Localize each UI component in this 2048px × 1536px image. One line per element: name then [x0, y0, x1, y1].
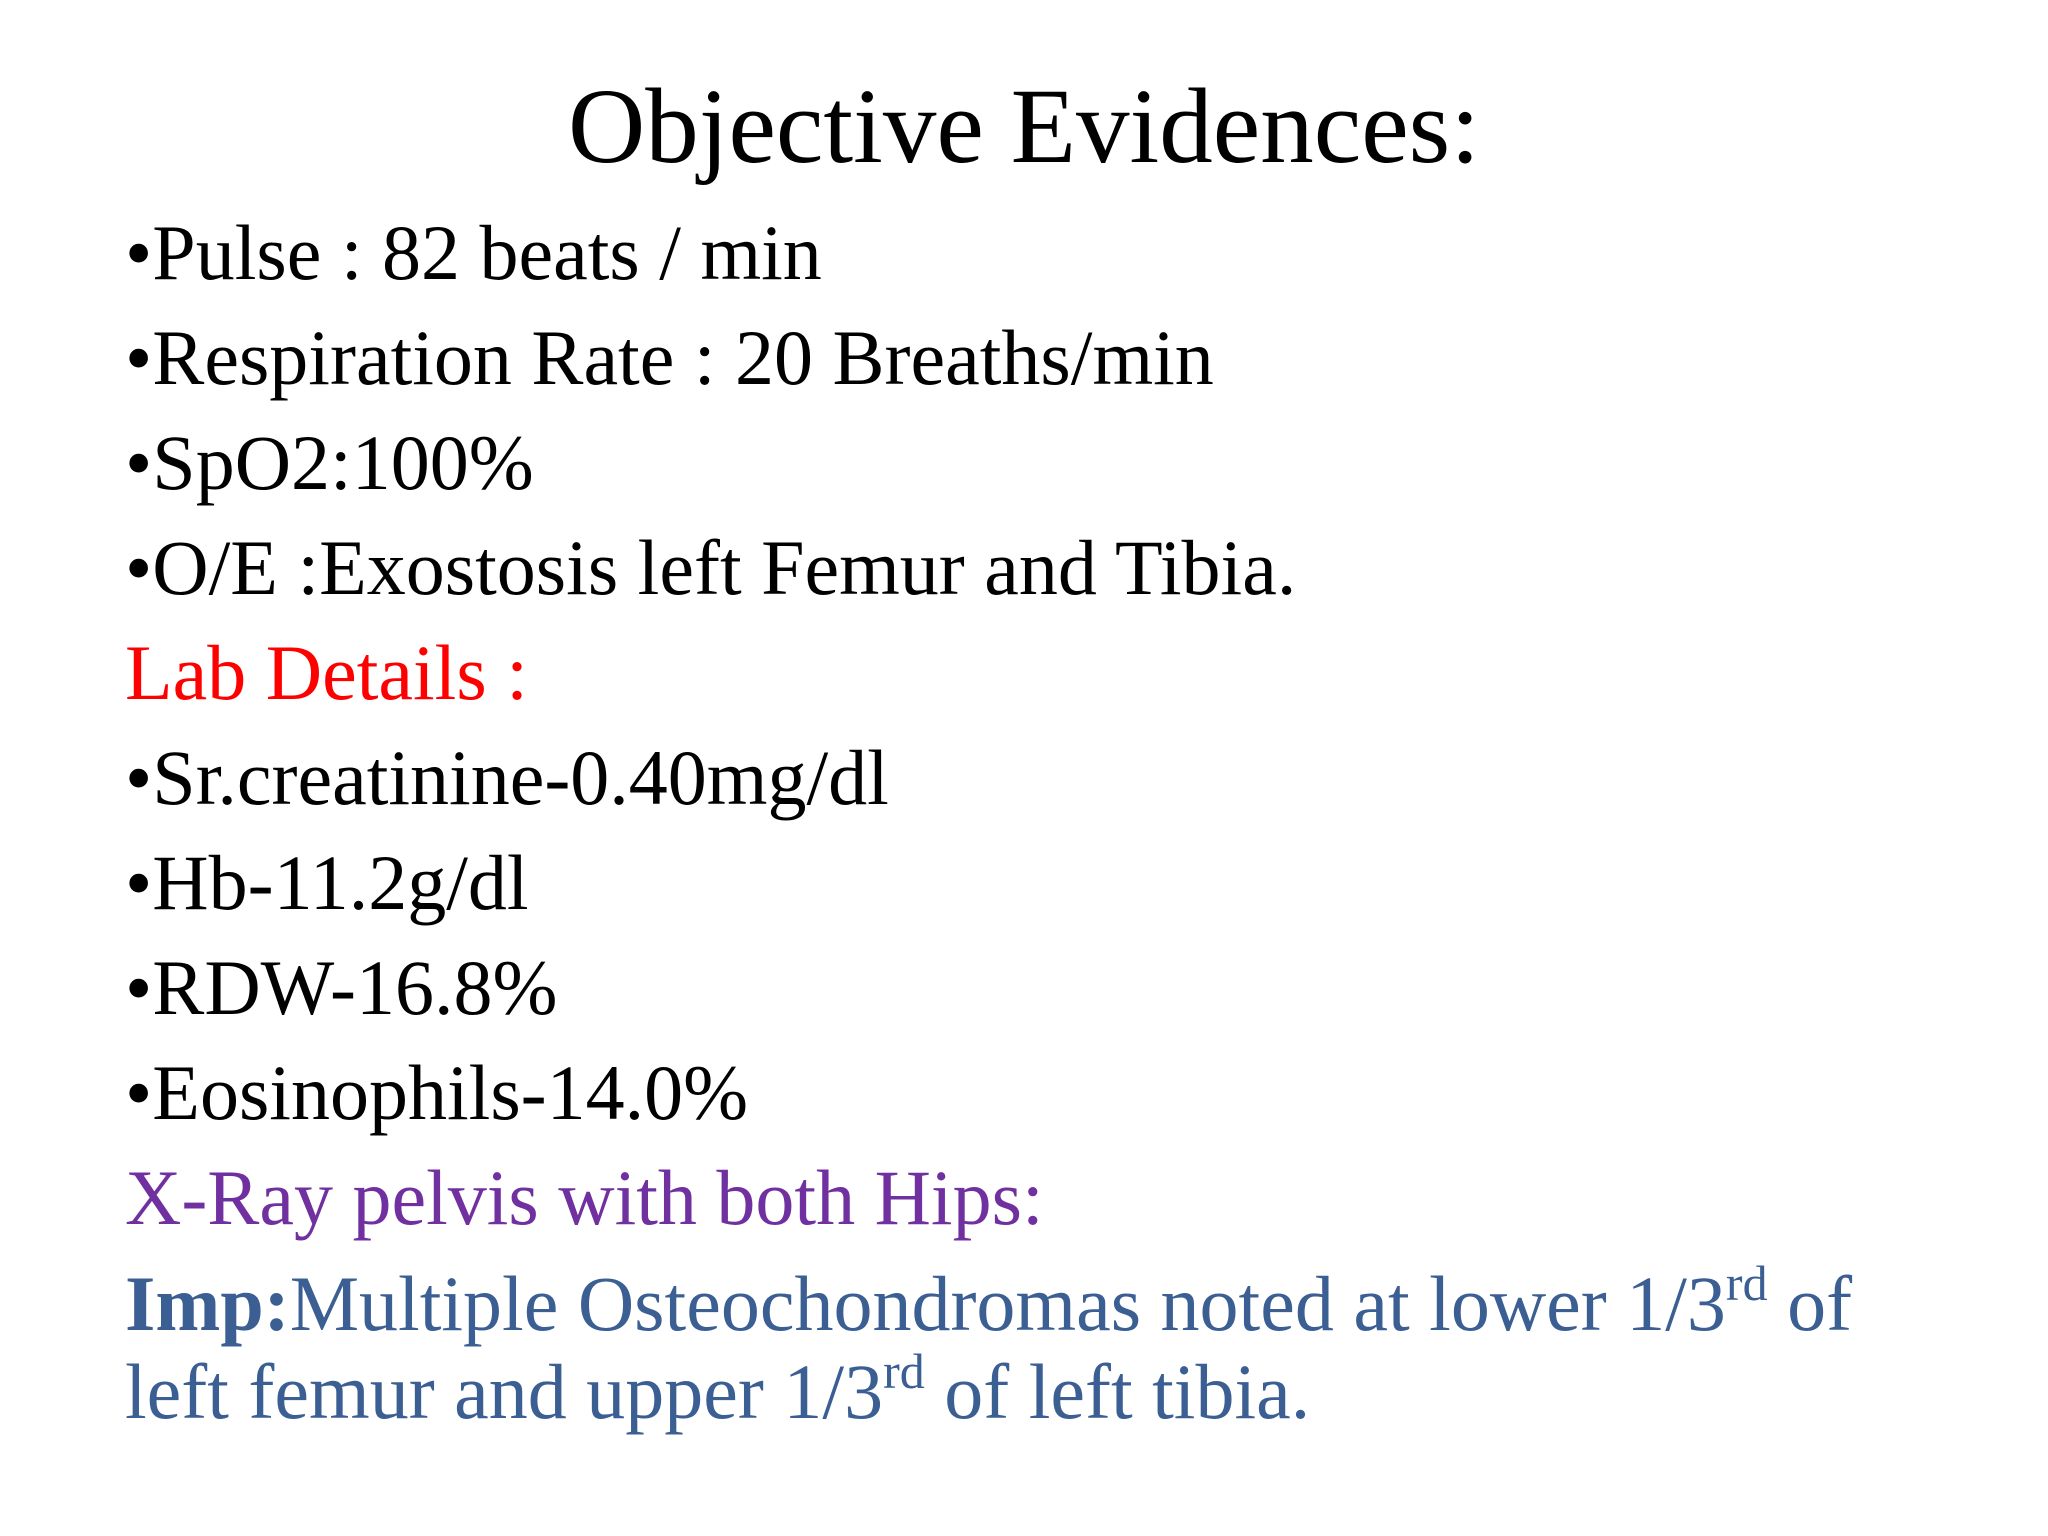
impression-sup-2: rd [883, 1343, 925, 1399]
vital-respiration-rate: •Respiration Rate : 20 Breaths/min [125, 314, 1214, 401]
vital-pulse: •Pulse : 82 beats / min [125, 209, 822, 296]
exam-finding: •O/E :Exostosis left Femur and Tibia. [125, 524, 1297, 611]
slide-body [125, 200, 2005, 1436]
vital-spo2: •SpO2:100% [125, 419, 534, 506]
impression-end-1: of [1767, 1260, 1853, 1347]
lab-details-heading: Lab Details : [125, 629, 528, 716]
impression [125, 1255, 2005, 1436]
lab-eosinophils: •Eosinophils-14.0% [125, 1049, 749, 1136]
impression-sup-1: rd [1725, 1255, 1768, 1311]
xray-heading: X-Ray pelvis with both Hips: [125, 1154, 1044, 1241]
lab-creatinine: •Sr.creatinine-0.40mg/dl [125, 734, 889, 821]
lab-rdw: •RDW-16.8% [125, 944, 558, 1031]
impression-line-2 [125, 1343, 2005, 1436]
lab-hemoglobin: •Hb-11.2g/dl [125, 839, 529, 926]
impression-line-1 [125, 1255, 2005, 1348]
impression-label: Imp: [125, 1260, 290, 1347]
slide-title: Objective Evidences: [567, 68, 1481, 186]
impression-text-1: Multiple Osteochondromas noted at lower 1/3 [289, 1260, 1726, 1347]
impression-end-2: of left tibia. [924, 1348, 1311, 1435]
impression-text-2: left femur and upper 1/3 [125, 1348, 884, 1435]
